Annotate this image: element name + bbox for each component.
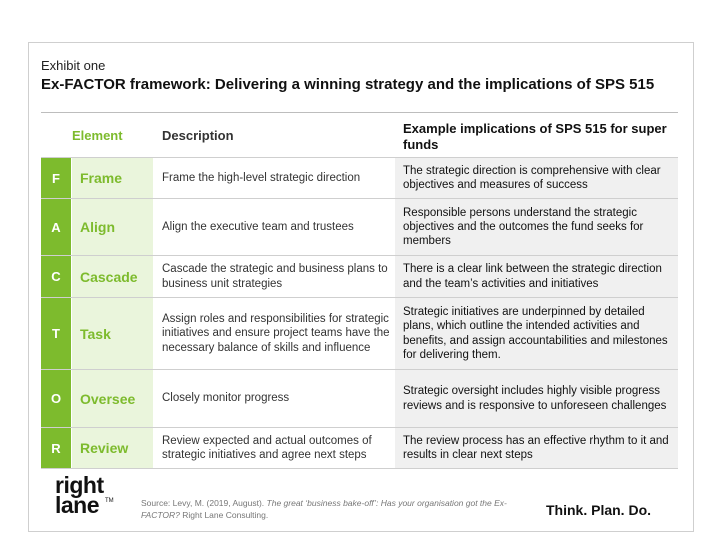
row-element: Oversee: [72, 370, 153, 427]
row-implication: There is a clear link between the strategic direction and the team’s activities and initiatives: [395, 256, 678, 297]
row-letter: C: [41, 256, 71, 297]
row-implication: Strategic initiatives are underpinned by detailed plans, which outline the intended activities and benefits, and assign accountabilities and milestones for delivering them.: [395, 298, 678, 369]
row-description: Closely monitor progress: [162, 392, 290, 405]
row-element: Align: [72, 199, 153, 255]
table-row: [41, 157, 678, 198]
row-element: Cascade: [72, 256, 153, 297]
logo-trademark: TM: [105, 498, 114, 504]
source-citation: [141, 498, 521, 521]
right-lane-logo: [55, 474, 125, 520]
table-row: [41, 255, 678, 297]
logo-word-lane: lane: [55, 492, 100, 518]
row-element: Frame: [72, 158, 153, 198]
header-implications: Example implications of SPS 515 for super funds: [403, 121, 667, 152]
header-element: Element: [72, 128, 123, 143]
row-letter: T: [41, 298, 71, 369]
exhibit-label: Exhibit one: [41, 58, 106, 73]
source-prefix: Source: Levy, M. (2019, August).: [141, 498, 267, 508]
row-description: Cascade the strategic and business plans to business unit strategies: [162, 263, 388, 290]
row-letter: O: [41, 370, 71, 427]
row-implication: Responsible persons understand the strategic objectives and the outcomes the fund seeks for members: [395, 199, 678, 255]
table-row: [41, 297, 678, 369]
row-element: Task: [72, 298, 153, 369]
source-suffix: Right Lane Consulting.: [179, 509, 269, 520]
row-letter: F: [41, 158, 71, 198]
row-description: Frame the high-level strategic direction: [162, 171, 361, 184]
row-element: Review: [72, 428, 153, 468]
header-description: Description: [162, 128, 234, 143]
logo-word-right: right: [55, 472, 104, 498]
table-row: [41, 369, 678, 427]
row-implication: The strategic direction is comprehensive with clear objectives and measures of success: [395, 158, 678, 198]
table-header: [41, 112, 678, 157]
row-implication: Strategic oversight includes highly visible progress reviews and is responsive to unforeseen challenges: [395, 370, 678, 427]
row-letter: R: [41, 428, 71, 468]
row-letter: A: [41, 199, 71, 255]
table-row: [41, 427, 678, 469]
exhibit-title: Ex-FACTOR framework: Delivering a winning strategy and the implications of SPS 515: [41, 76, 655, 93]
row-implication: The review process has an effective rhythm to it and results in clear next steps: [395, 428, 678, 468]
row-description: Assign roles and responsibilities for strategic initiatives and ensure project teams have the necessary balance of skills and influence: [162, 313, 390, 354]
row-description: Review expected and actual outcomes of strategic initiatives and agree next steps: [162, 434, 372, 461]
framework-table: [41, 112, 678, 469]
tagline: Think. Plan. Do.: [546, 502, 652, 518]
row-description: Align the executive team and trustees: [162, 220, 354, 233]
source-title: The great ‘business bake-off’: Has your organisation got the Ex-FACTOR?: [141, 498, 507, 520]
table-row: [41, 198, 678, 255]
